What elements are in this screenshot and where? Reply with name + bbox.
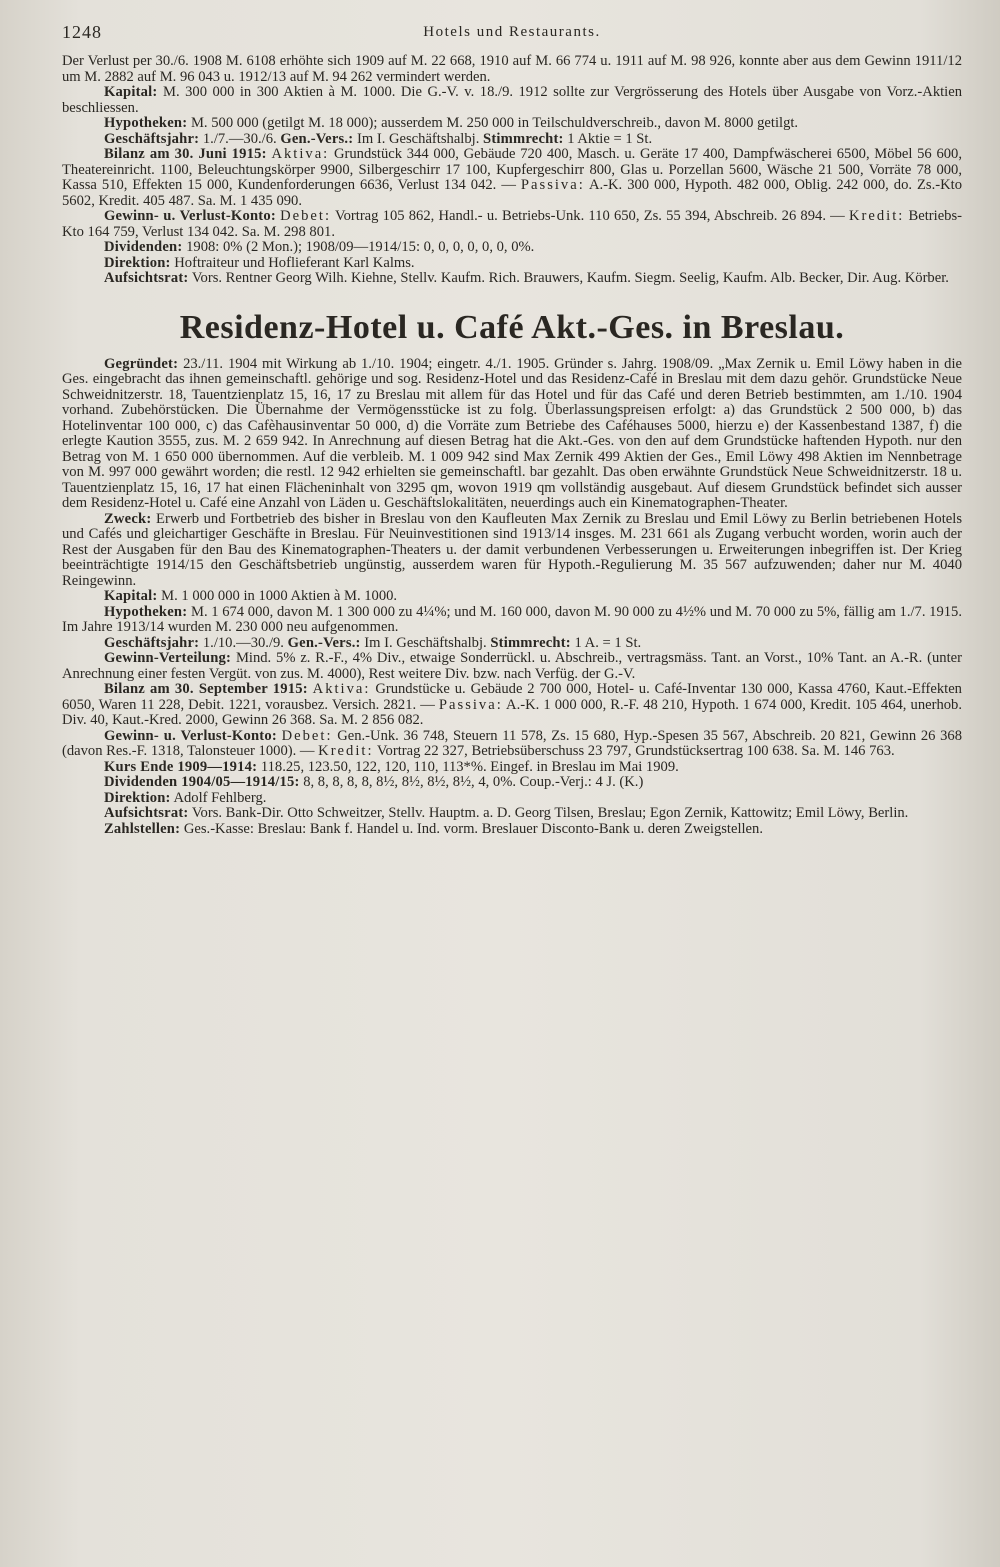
genvers-text: Im I. Geschäftshalbj. — [364, 634, 487, 651]
aktiva-word: Aktiva: — [312, 681, 371, 697]
guv-debet-text: Vortrag 105 862, Handl.- u. Betriebs-Unk. 110 650, Zs. 55 394, Abschreib. 26 894. — — [334, 208, 845, 224]
dividenden-text: 8, 8, 8, 8, 8, 8½, 8½, 8½, 8½, 4, 0%. Coup.-Verj.: 4 J. (K.) — [303, 774, 644, 790]
kurs-paragraph — [62, 760, 962, 776]
geschaeftsjahr-label: Geschäftsjahr: — [104, 130, 200, 147]
stimmrecht-label: Stimmrecht: — [483, 130, 564, 147]
company-title: Residenz-Hotel u. Café Akt.-Ges. in Breslau. — [179, 308, 845, 346]
kapital-text: M. 1 000 000 in 1000 Aktien à M. 1000. — [161, 588, 398, 604]
guv-debet-text: Gen.-Unk. 36 748, Steuern 11 578, Zs. 15 680, Hyp.-Spesen 35 567, Abschreib. 20 821, Gewinn 26 368 (davon Res.-F. 1318, Talonsteuer 1000). — — [62, 727, 962, 759]
aufsichtsrat-text: Vors. Bank-Dir. Otto Schweitzer, Stellv. Hauptm. a. D. Georg Tilsen, Breslau; Egon Zernik, Kattowitz; Emil Löwy, Berlin. — [191, 805, 909, 821]
zweck-label: Zweck: — [104, 510, 152, 527]
aufsichtsrat-label: Aufsichtsrat: — [104, 805, 189, 821]
geschaeftsjahr-text: 1./10.—30./9. — [202, 634, 284, 651]
previous-company-entry — [62, 54, 962, 287]
aktiva-word: Aktiva: — [271, 146, 330, 162]
stimmrecht-text: 1 Aktie = 1 St. — [567, 130, 653, 147]
kapital-paragraph — [62, 589, 962, 605]
dividenden-paragraph — [62, 775, 962, 791]
dividenden-text: 1908: 0% (2 Mon.); 1908/09—1914/15: 0, 0, 0, 0, 0, 0, 0%. — [186, 239, 535, 255]
company-entry — [62, 357, 962, 838]
direktion-label: Direktion: — [104, 254, 171, 271]
stimmrecht-label: Stimmrecht: — [490, 634, 571, 651]
gewinnverteilung-text: Mind. 5% z. R.-F., 4% Div., etwaige Sonderrückl. u. Abschreib., vertragsmäss. Tant. an Vorst., 10% Tant. an A.-R. (unter Anrechnung einer festen Vergüt. von zus. M. 4000), Rest weitere Div. bzw. nach Verfüg. der G.-V. — [62, 650, 962, 682]
dividenden-label: Dividenden: — [104, 239, 183, 255]
bilanz-label: Bilanz am 30. Juni 1915: — [104, 146, 267, 162]
aufsichtsrat-paragraph — [62, 271, 962, 287]
passiva-word: Passiva: — [438, 696, 503, 713]
bilanz-passiva-text: A.-K. 1 000 000, R.-F. 48 210, Hypoth. 1 674 000, Kredit. 105 464, unerhob. Div. 40, Kaut.-Kred. 2000, Gewinn 26 368. Sa. M. 2 856 082. — [62, 696, 963, 728]
genvers-label: Gen.-Vers.: — [280, 130, 354, 147]
hypotheken-text: M. 1 674 000, davon M. 1 300 000 zu 4¼%; und M. 160 000, davon M. 90 000 zu 4½% und M. 70 000 zu 5%, fällig am 1./7. 1915. Im Jahre 1913/14 wurden M. 230 000 neu aufgenommen. — [62, 603, 962, 635]
passiva-word: Passiva: — [520, 177, 585, 193]
guv-paragraph — [62, 209, 962, 240]
aufsichtsrat-text: Vors. Rentner Georg Wilh. Kiehne, Stellv. Kaufm. Rich. Brauwers, Kaufm. Siegm. Seelig, Kaufm. Alb. Becker, Dir. Aug. Körber. — [191, 270, 949, 286]
zweck-text: Erwerb und Fortbetrieb des bisher in Breslau von den Kaufleuten Max Zernik zu Breslau und Emil Löwy zu Berlin betriebenen Hotels und Cafés und gleichartiger Geschäfte in Breslau. Für Neuinvestitionen sind 1913/14 insges. M. 231 661 als Zugang verbucht worden, worin auch der Rest der Ausgaben für den Bau des Kinematographen-Theaters u. der damit verbundenen Verbesserungen u. Erweiterungen inbegriffen ist. Der Krieg beeinträchtigte 1914/15 den Geschäftsbetrieb ungünstig, ausserdem waren für Hypoth.-Regulierung M. 35 567 aufzuwenden; daher nur M. 4040 Reingewinn. — [62, 510, 962, 589]
kapital-paragraph — [62, 85, 962, 116]
guv-paragraph — [62, 729, 962, 760]
dividenden-paragraph — [62, 240, 962, 256]
kapital-label: Kapital: — [104, 588, 158, 604]
zahlstellen-paragraph — [62, 822, 962, 838]
direktion-text: Adolf Fehlberg. — [173, 789, 267, 806]
geschaeftsjahr-text: 1./7.—30./6. — [202, 130, 277, 147]
direktion-text: Hoftraiteur und Hoflieferant Karl Kalms. — [174, 254, 415, 271]
zahlstellen-text: Ges.-Kasse: Breslau: Bank f. Handel u. Ind. vorm. Breslauer Disconto-Bank u. deren Zweigstellen. — [183, 820, 763, 837]
running-title: Hotels und Restaurants. — [423, 24, 601, 40]
geschaeftsjahr-paragraph — [62, 636, 962, 652]
page-number: 1248 — [62, 22, 102, 42]
genvers-label: Gen.-Vers.: — [287, 634, 361, 651]
gegruendet-text: 23./11. 1904 mit Wirkung ab 1./10. 1904; eingetr. 4./1. 1905. Gründer s. Jahrg. 1908/09. „Max Zernik u. Emil Löwy haben in die Ges. eingebracht das ihnen gemeinschaftl. gehörige und sog. Residenz-Hotel und das Residenz-Café in Breslau mit dem dazu gehör. Grundstücke Neue Schweidnitzerstr. 18, Tauentzienplatz 15, 16, 17 zu Breslau mit allem für das Hotel und für das Café und deren Betrieb bestimmten, am 1./10. 1904 vorhand. Zubehörstücken. Die Übernahme der Vermögensstücke ist zu folg. Überlassungspreisen erfolgt: a) das Grundstück 2 500 000, b) das Hotelinventar 100 000, c) das Cafèhausinventar 50 000, d) die Vorräte zum Betriebe des Caféhauses 5000, hierzu e) der Kassenbestand 1387, f) die erlegte Kaution 3555, zus. M. 2 659 942. In Anrechnung auf diesen Betrag hat die Akt.-Ges. von den auf dem Grundstücke haftenden Hypoth. nur den Betrag von M. 1 650 000 übernommen. Auf die verbleib. M. 1 009 942 sind Max Zernik 499 Aktien der Ges., Emil Löwy 498 Aktien im Nennbetrage von M. 997 000 gewährt worden; die restl. 12 942 erhielten sie gemeinschaftl. bar gezahlt. Das oben erwähnte Grundstück Neue Schweidnitzerstr. 18 u. Tauentzienplatz 15, 16, 17 hat einen Flächeninhalt von 3295 qm, wovon 1919 qm vollständig ausgebaut. Auf diesem Grundstück befindet sich ausser dem Residenz-Hotel u. Café eine Anzahl von Läden u. Geschäftslokalitäten, neuerdings auch ein Kinematographen-Theater. — [62, 355, 962, 511]
debet-word: Debet: — [280, 208, 332, 224]
kredit-word: Kredit: — [848, 208, 905, 224]
kurs-label: Kurs Ende 1909—1914: — [104, 758, 258, 775]
guv-label: Gewinn- u. Verlust-Konto: — [104, 727, 277, 744]
geschaeftsjahr-label: Geschäftsjahr: — [104, 634, 200, 651]
aufsichtsrat-label: Aufsichtsrat: — [104, 270, 189, 286]
hypotheken-paragraph — [62, 116, 962, 132]
bilanz-label: Bilanz am 30. September 1915: — [104, 681, 308, 697]
direktion-paragraph — [62, 791, 962, 807]
guv-label: Gewinn- u. Verlust-Konto: — [104, 208, 276, 224]
gewinnverteilung-paragraph — [62, 651, 962, 682]
bilanz-passiva-text: A.-K. 300 000, Hypoth. 482 000, Oblig. 242 000, do. Zs.-Kto 5602, Kredit. 405 487. Sa. M. 1 435 090. — [62, 177, 962, 209]
kapital-label: Kapital: — [104, 84, 158, 100]
genvers-text: Im I. Geschäftshalbj. — [356, 130, 480, 147]
kapital-text: M. 300 000 in 300 Aktien à M. 1000. Die G.-V. v. 18./9. 1912 sollte zur Vergrösserung des Hotels über Ausgabe von Vorz.-Aktien beschliessen. — [62, 84, 963, 116]
bilanz-paragraph — [62, 147, 962, 209]
kredit-word: Kredit: — [318, 743, 374, 759]
bilanz-aktiva-text: Grundstück 344 000, Gebäude 720 400, Masch. u. Geräte 17 400, Dampfwäscherei 6500, Möbel 56 600, Theatereinricht. 1100, Beleuchtungskörper 9900, Silbergeschirr 17 100, Kupfergeschirr 800, Glas u. Porzellan 5600, Wäsche 21 500, Vorräte 78 000, Kassa 510, Effekten 15 000, Kundenforderungen 6636, Verlust 134 042. — — [62, 146, 962, 193]
hypotheken-label: Hypotheken: — [104, 603, 188, 620]
direktion-paragraph — [62, 256, 962, 272]
geschaeftsjahr-paragraph — [62, 132, 962, 148]
gegruendet-paragraph — [62, 357, 962, 512]
verlust-paragraph: Der Verlust per 30./6. 1908 M. 6108 erhöhte sich 1909 auf M. 22 668, 1910 auf M. 66 774 u. 1911 auf M. 98 926, konnte aber aus dem Gewinn 1911/12 um M. 2882 auf M. 96 043 u. 1912/13 auf M. 94 262 vermindert werden. — [62, 53, 962, 85]
hypotheken-paragraph — [62, 605, 962, 636]
hypotheken-text: M. 500 000 (getilgt M. 18 000); ausserdem M. 250 000 in Teilschuldverschreib., davon M. 8000 getilgt. — [190, 115, 799, 131]
gewinnverteilung-label: Gewinn-Verteilung: — [104, 650, 232, 666]
hypotheken-label: Hypotheken: — [104, 115, 188, 131]
debet-word: Debet: — [281, 727, 333, 744]
dividenden-label: Dividenden 1904/05—1914/15: — [104, 774, 300, 790]
direktion-label: Direktion: — [104, 789, 171, 806]
running-header — [62, 18, 962, 54]
kurs-text: 118.25, 123.50, 122, 120, 110, 113*%. Eingef. in Breslau im Mai 1909. — [260, 758, 679, 775]
aufsichtsrat-paragraph — [62, 806, 962, 822]
gegruendet-label: Gegründet: — [104, 355, 179, 372]
bilanz-paragraph — [62, 682, 962, 729]
guv-kredit-text: Vortrag 22 327, Betriebsüberschuss 23 797, Grundstücksertrag 100 638. Sa. M. 146 763. — [376, 743, 895, 759]
guv-kredit-text: Betriebs-Kto 164 759, Verlust 134 042. Sa. M. 298 801. — [62, 208, 963, 240]
zahlstellen-label: Zahlstellen: — [104, 820, 181, 837]
bilanz-aktiva-text: Grundstücke u. Gebäude 2 700 000, Hotel- u. Café-Inventar 130 000, Kassa 4760, Kaut.-Effekten 6050, Waren 11 228, Debit. 1221, vorausbez. Versich. 2821. — — [62, 681, 962, 713]
stimmrecht-text: 1 A. = 1 St. — [574, 634, 642, 651]
zweck-paragraph — [62, 512, 962, 590]
